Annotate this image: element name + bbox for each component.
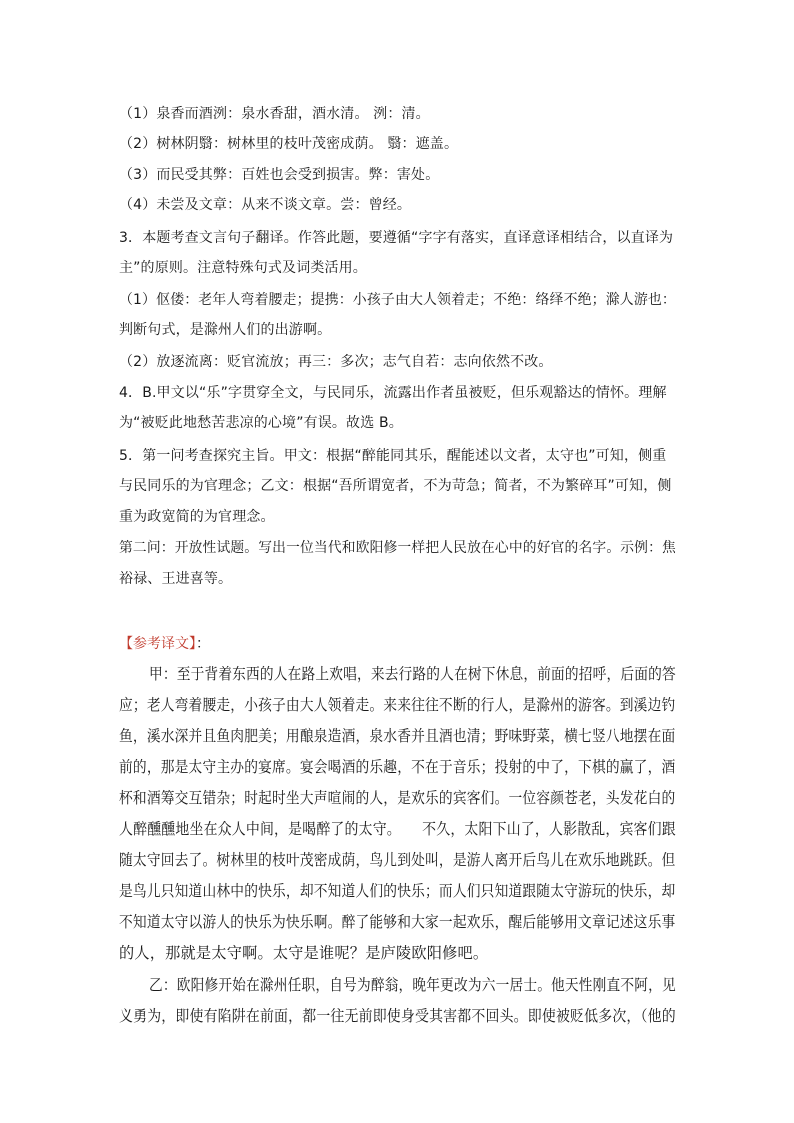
question-3a-line-1: （1）伛偻：老年人弯着腰走；提携：小孩子由大人领着走；不绝：络绎不绝；滁人游也： (119, 292, 676, 308)
translation-jia-line-2: 应；老人弯着腰走，小孩子由大人领着走。来来往往不断的行人，是滁州的游客。到溪边钓 (119, 696, 676, 714)
question-4-line-2: 为“被贬此地愁苦悲凉的心境”有误。故选 B。 (119, 415, 403, 431)
question-5-line-2: 与民同乐的为官理念；乙文：根据“吾所谓宽者，不为苛急；简者，不为繁碎耳”可知，侧 (119, 478, 672, 494)
translation-jia-line-10: 的人，那就是太守啊。太守是谁呢？是庐陵欧阳修吧。 (119, 944, 489, 962)
question-5b-line-1: 第二问：开放性试题。写出一位当代和欧阳修一样把人民放在心中的好官的名字。示例：焦 (119, 540, 676, 556)
translation-jia-line-6: 人醉醺醺地坐在众人中间，是喝醉了的太守。 不久，太阳下山了，人影散乱，宾客们跟 (119, 820, 676, 838)
answer-item-4: （4）未尝及文章：从来不谈文章。尝：曾经。 (119, 197, 412, 213)
translation-jia-line-1: 甲：至于背着东西的人在路上欢唱，来去行路的人在树下休息，前面的招呼，后面的答 (149, 665, 676, 683)
translation-heading-colon: ： (196, 636, 210, 652)
question-3a-line-2: 判断句式，是滁州人们的出游啊。 (119, 322, 332, 338)
translation-jia-line-4: 前的，那是太守主办的宴席。宴会喝酒的乐趣，不在于音乐；投射的中了，下棋的赢了，酒 (119, 758, 676, 776)
translation-jia-line-7: 随太守回去了。树林里的枝叶茂密成荫，鸟儿到处叫，是游人离开后鸟儿在欢乐地跳跃。但 (119, 851, 676, 869)
answer-item-2: （2）树林阴翳：树林里的枝叶茂密成荫。 翳：遮盖。 (119, 136, 459, 152)
question-5-line-1: 5．第一问考查探究主旨。甲文：根据“醉能同其乐，醒能述以文者，太守也”可知，侧重 (119, 448, 667, 464)
question-3-line-1: 3．本题考查文言句子翻译。作答此题，要遵循“字字有落实，直译意译相结合，以直译为 (119, 230, 674, 246)
translation-jia-line-3: 鱼，溪水深并且鱼肉肥美；用酿泉造酒，泉水香并且酒也清；野味野菜，横七竖八地摆在面 (119, 727, 676, 745)
question-3-line-2: 主”的原则。注意特殊句式及词类活用。 (119, 260, 367, 276)
translation-jia-line-9: 不知道太守以游人的快乐为快乐啊。醉了能够和大家一起欢乐，醒后能够用文章记述这乐事 (119, 913, 676, 931)
translation-yi-line-2: 义勇为，即使有陷阱在前面，都一往无前即使身受其害都不回头。即使被贬低多次，（他的 (119, 1007, 676, 1025)
translation-jia-line-5: 杯和酒筹交互错杂；时起时坐大声喧闹的人，是欢乐的宾客们。一位容颜苍老，头发花白的 (119, 789, 676, 807)
translation-heading-label: 【参考译文】 (119, 636, 196, 652)
translation-jia-line-8: 是鸟儿只知道山林中的快乐，却不知道人们的快乐；而人们只知道跟随太守游玩的快乐，却 (119, 882, 676, 900)
question-5-line-3: 重为政宽简的为官理念。 (119, 509, 275, 525)
answer-item-1: （1）泉香而酒洌：泉水香甜，酒水清。 洌：清。 (119, 106, 430, 122)
question-4-line-1: 4．B.甲文以“乐”字贯穿全文，与民同乐，流露出作者虽被贬，但乐观豁达的情怀。理解 (119, 385, 667, 401)
translation-heading (119, 635, 210, 653)
translation-yi-line-1: 乙：欧阳修开始在滁州任职，自号为醉翁，晚年更改为六一居士。他天性刚直不阿，见 (149, 976, 676, 994)
question-3b: （2）放逐流离：贬官流放；再三：多次；志气自若：志向依然不改。 (119, 354, 553, 370)
answer-item-3: （3）而民受其弊：百姓也会受到损害。弊：害处。 (119, 167, 440, 183)
question-5b-line-2: 裕禄、王进喜等。 (119, 571, 233, 587)
